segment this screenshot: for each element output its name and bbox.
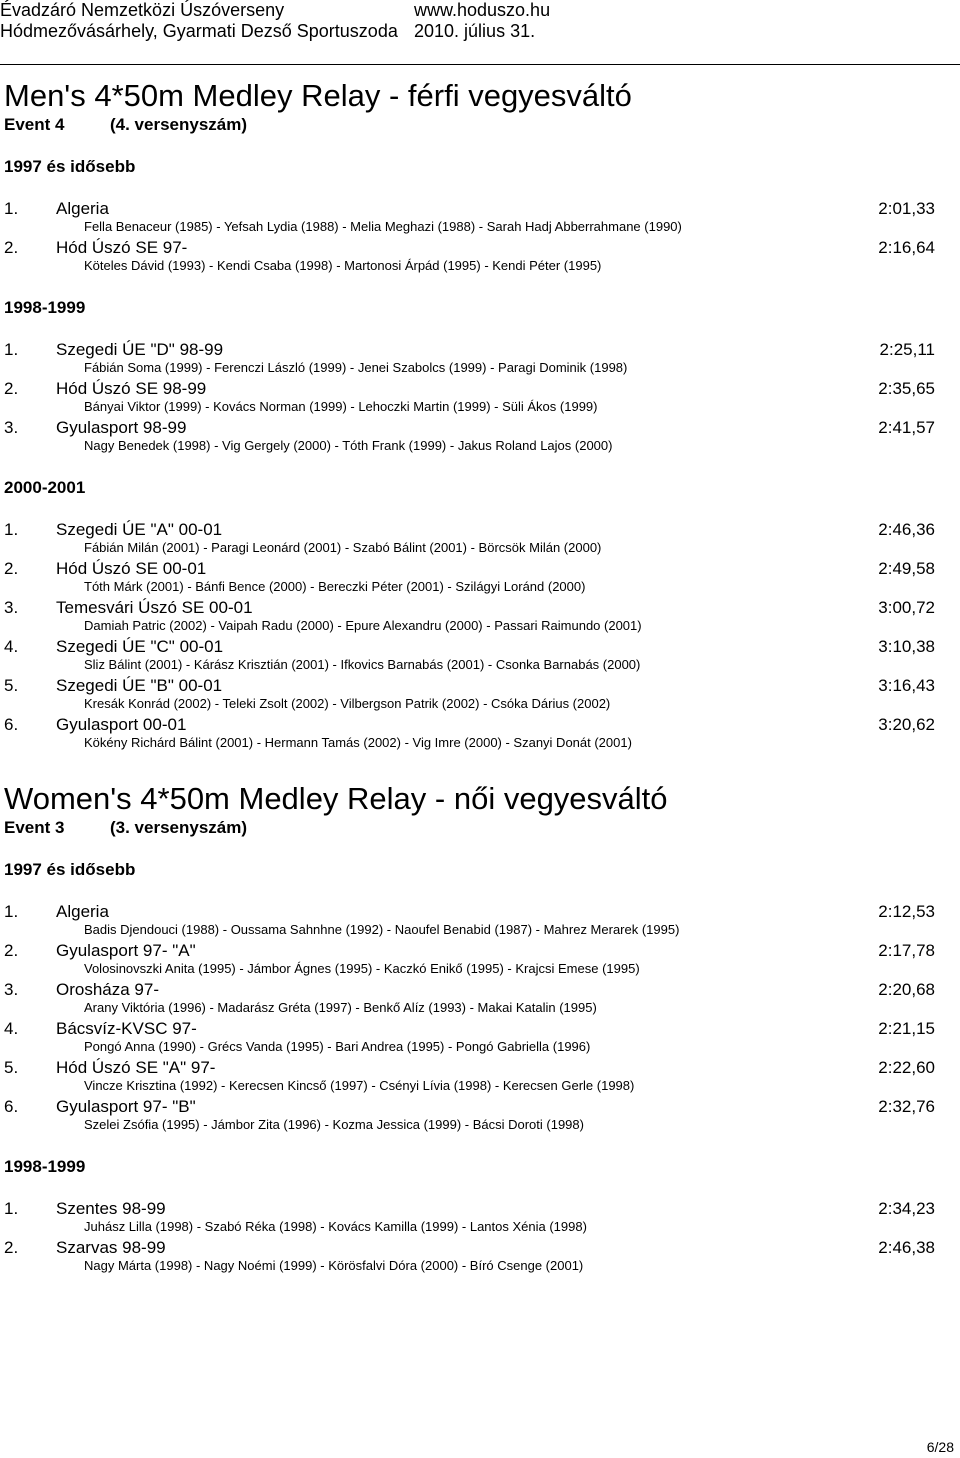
result-place: 4.: [4, 1019, 19, 1038]
result-time: 2:49,58: [878, 559, 935, 578]
result-row: [0, 1058, 960, 1097]
result-row: [0, 980, 960, 1019]
result-team: Hód Úszó SE 97-: [56, 238, 188, 257]
age-group-heading: 1997 és idősebb: [4, 860, 136, 879]
result-swimmers: Juhász Lilla (1998) - Szabó Réka (1998) - Kovács Kamilla (1999) - Lantos Xénia (1998): [84, 1219, 587, 1234]
event-spacer: [0, 754, 960, 781]
header-divider: [0, 64, 960, 65]
result-row: [0, 418, 960, 457]
result-team: Hód Úszó SE 00-01: [56, 559, 207, 578]
result-team: Gyulasport 97- "A": [56, 941, 196, 960]
result-row: [0, 941, 960, 980]
result-time: 2:20,68: [878, 980, 935, 999]
results-document: [0, 78, 960, 1277]
event-section: [0, 78, 960, 754]
result-time: 2:01,33: [878, 199, 935, 218]
result-row: [0, 340, 960, 379]
result-row: [0, 559, 960, 598]
event-number-local: (3. versenyszám): [110, 818, 248, 837]
result-place: 5.: [4, 1058, 19, 1077]
result-team: Szegedi ÚE "B" 00-01: [56, 676, 223, 695]
venue-name: Hódmezővásárhely, Gyarmati Dezső Sportuszoda: [0, 21, 398, 41]
result-team: Szarvas 98-99: [56, 1238, 166, 1257]
result-swimmers: Volosinovszki Anita (1995) - Jámbor Ágnes (1995) - Kaczkó Enikő (1995) - Krajcsi Emese (1995): [84, 961, 640, 976]
page-number: 6/28: [926, 1439, 954, 1455]
result-team: Algeria: [56, 902, 109, 921]
result-place: 2.: [4, 559, 19, 578]
result-row: [0, 520, 960, 559]
header-row-2: [0, 21, 960, 42]
result-team: Szegedi ÚE "A" 00-01: [56, 520, 223, 539]
result-time: 2:16,64: [878, 238, 935, 257]
event-number-local: (4. versenyszám): [110, 115, 248, 134]
result-swimmers: Damiah Patric (2002) - Vaipah Radu (2000) - Epure Alexandru (2000) - Passari Raimundo (2001): [84, 618, 642, 633]
result-swimmers: Fábián Milán (2001) - Paragi Leonárd (2001) - Szabó Bálint (2001) - Börcsök Milán (2000): [84, 540, 602, 555]
result-place: 1.: [4, 520, 19, 539]
result-swimmers: Vincze Krisztina (1992) - Kerecsen Kincső (1997) - Csényi Lívia (1998) - Kerecsen Gerle (1998): [84, 1078, 635, 1093]
result-row: [0, 676, 960, 715]
page-header: [0, 0, 960, 42]
result-swimmers: Kökény Richárd Bálint (2001) - Hermann Tamás (2002) - Vig Imre (2000) - Szanyi Donát (2001): [84, 735, 632, 750]
header-row-1: [0, 0, 960, 21]
result-place: 3.: [4, 418, 19, 437]
result-place: 6.: [4, 1097, 19, 1116]
result-swimmers: Köteles Dávid (1993) - Kendi Csaba (1998) - Martonosi Árpád (1995) - Kendi Péter (1995): [84, 258, 602, 273]
result-time: 3:16,43: [878, 676, 935, 695]
result-team: Hód Úszó SE "A" 97-: [56, 1058, 216, 1077]
result-swimmers: Tóth Márk (2001) - Bánfi Bence (2000) - Bereczki Péter (2001) - Szilágyi Loránd (2000): [84, 579, 586, 594]
age-group-heading: 2000-2001: [4, 478, 86, 497]
result-team: Temesvári Úszó SE 00-01: [56, 598, 253, 617]
event-subtitle: [0, 817, 960, 839]
result-row: [0, 1199, 960, 1238]
result-place: 5.: [4, 676, 19, 695]
result-swimmers: Badis Djendouci (1988) - Oussama Sahnhne (1992) - Naoufel Benabid (1987) - Mahrez Merarek (1995): [84, 922, 680, 937]
result-row: [0, 902, 960, 941]
result-row: [0, 637, 960, 676]
result-place: 3.: [4, 598, 19, 617]
result-time: 2:34,23: [878, 1199, 935, 1218]
event-title: Men's 4*50m Medley Relay - férfi vegyesváltó: [4, 78, 632, 113]
result-place: 3.: [4, 980, 19, 999]
event-number: Event 3: [4, 818, 65, 837]
result-swimmers: Szelei Zsófia (1995) - Jámbor Zita (1996) - Kozma Jessica (1999) - Bácsi Doroti (1998): [84, 1117, 584, 1132]
age-group-heading: 1998-1999: [4, 298, 86, 317]
result-time: 2:25,11: [879, 340, 935, 359]
competition-date: 2010. július 31.: [414, 21, 536, 41]
event-title: Women's 4*50m Medley Relay - női vegyesváltó: [4, 781, 668, 816]
result-swimmers: Kresák Konrád (2002) - Teleki Zsolt (2002) - Vilbergson Patrik (2002) - Csóka Dárius (2002): [84, 696, 611, 711]
result-swimmers: Nagy Márta (1998) - Nagy Noémi (1999) - Körösfalvi Dóra (2000) - Bíró Csenge (2001): [84, 1258, 584, 1273]
result-time: 2:21,15: [878, 1019, 935, 1038]
result-place: 1.: [4, 340, 19, 359]
result-time: 3:20,62: [878, 715, 935, 734]
result-time: 2:46,38: [878, 1238, 935, 1257]
result-place: 1.: [4, 902, 19, 921]
event-section: [0, 781, 960, 1277]
result-swimmers: Bányai Viktor (1999) - Kovács Norman (1999) - Lehoczki Martin (1999) - Süli Ákos (1999): [84, 399, 598, 414]
age-group-heading: 1997 és idősebb: [4, 157, 136, 176]
result-team: Szentes 98-99: [56, 1199, 166, 1218]
result-row: [0, 1238, 960, 1277]
result-swimmers: Fábián Soma (1999) - Ferenczi László (1999) - Jenei Szabolcs (1999) - Paragi Dominik (1998): [84, 360, 628, 375]
result-place: 1.: [4, 199, 19, 218]
result-swimmers: Arany Viktória (1996) - Madarász Gréta (1997) - Benkő Alíz (1993) - Makai Katalin (1995): [84, 1000, 597, 1015]
result-team: Orosháza 97-: [56, 980, 159, 999]
result-place: 1.: [4, 1199, 19, 1218]
result-team: Szegedi ÚE "D" 98-99: [56, 340, 224, 359]
result-row: [0, 199, 960, 238]
result-team: Gyulasport 97- "B": [56, 1097, 196, 1116]
result-team: Gyulasport 98-99: [56, 418, 187, 437]
result-time: 2:12,53: [878, 902, 935, 921]
result-time: 2:22,60: [878, 1058, 935, 1077]
result-team: Hód Úszó SE 98-99: [56, 379, 207, 398]
result-row: [0, 598, 960, 637]
result-team: Szegedi ÚE "C" 00-01: [56, 637, 224, 656]
result-swimmers: Pongó Anna (1990) - Grécs Vanda (1995) - Bari Andrea (1995) - Pongó Gabriella (1996): [84, 1039, 591, 1054]
result-time: 3:10,38: [878, 637, 935, 656]
result-swimmers: Fella Benaceur (1985) - Yefsah Lydia (1988) - Melia Meghazi (1988) - Sarah Hadj Abberrahmane (1990): [84, 219, 682, 234]
result-row: [0, 238, 960, 277]
event-number: Event 4: [4, 115, 65, 134]
result-time: 2:41,57: [878, 418, 935, 437]
result-place: 4.: [4, 637, 19, 656]
result-place: 2.: [4, 941, 19, 960]
result-swimmers: Sliz Bálint (2001) - Kárász Krisztián (2001) - Ifkovics Barnabás (2001) - Csonka Barnabás (2000): [84, 657, 641, 672]
result-place: 2.: [4, 1238, 19, 1257]
result-time: 2:35,65: [878, 379, 935, 398]
result-time: 3:00,72: [878, 598, 935, 617]
result-place: 6.: [4, 715, 19, 734]
competition-name: Évadzáró Nemzetközi Úszóverseny: [0, 0, 285, 20]
result-place: 2.: [4, 379, 19, 398]
result-row: [0, 715, 960, 754]
website-link[interactable]: www.hoduszo.hu: [414, 0, 551, 20]
result-row: [0, 379, 960, 418]
result-time: 2:17,78: [878, 941, 935, 960]
result-row: [0, 1097, 960, 1136]
result-swimmers: Nagy Benedek (1998) - Vig Gergely (2000) - Tóth Frank (1999) - Jakus Roland Lajos (2000): [84, 438, 613, 453]
result-team: Bácsvíz-KVSC 97-: [56, 1019, 197, 1038]
result-time: 2:32,76: [878, 1097, 935, 1116]
result-team: Gyulasport 00-01: [56, 715, 187, 734]
age-group-heading: 1998-1999: [4, 1157, 86, 1176]
result-team: Algeria: [56, 199, 109, 218]
result-place: 2.: [4, 238, 19, 257]
result-row: [0, 1019, 960, 1058]
result-time: 2:46,36: [878, 520, 935, 539]
event-subtitle: [0, 114, 960, 136]
